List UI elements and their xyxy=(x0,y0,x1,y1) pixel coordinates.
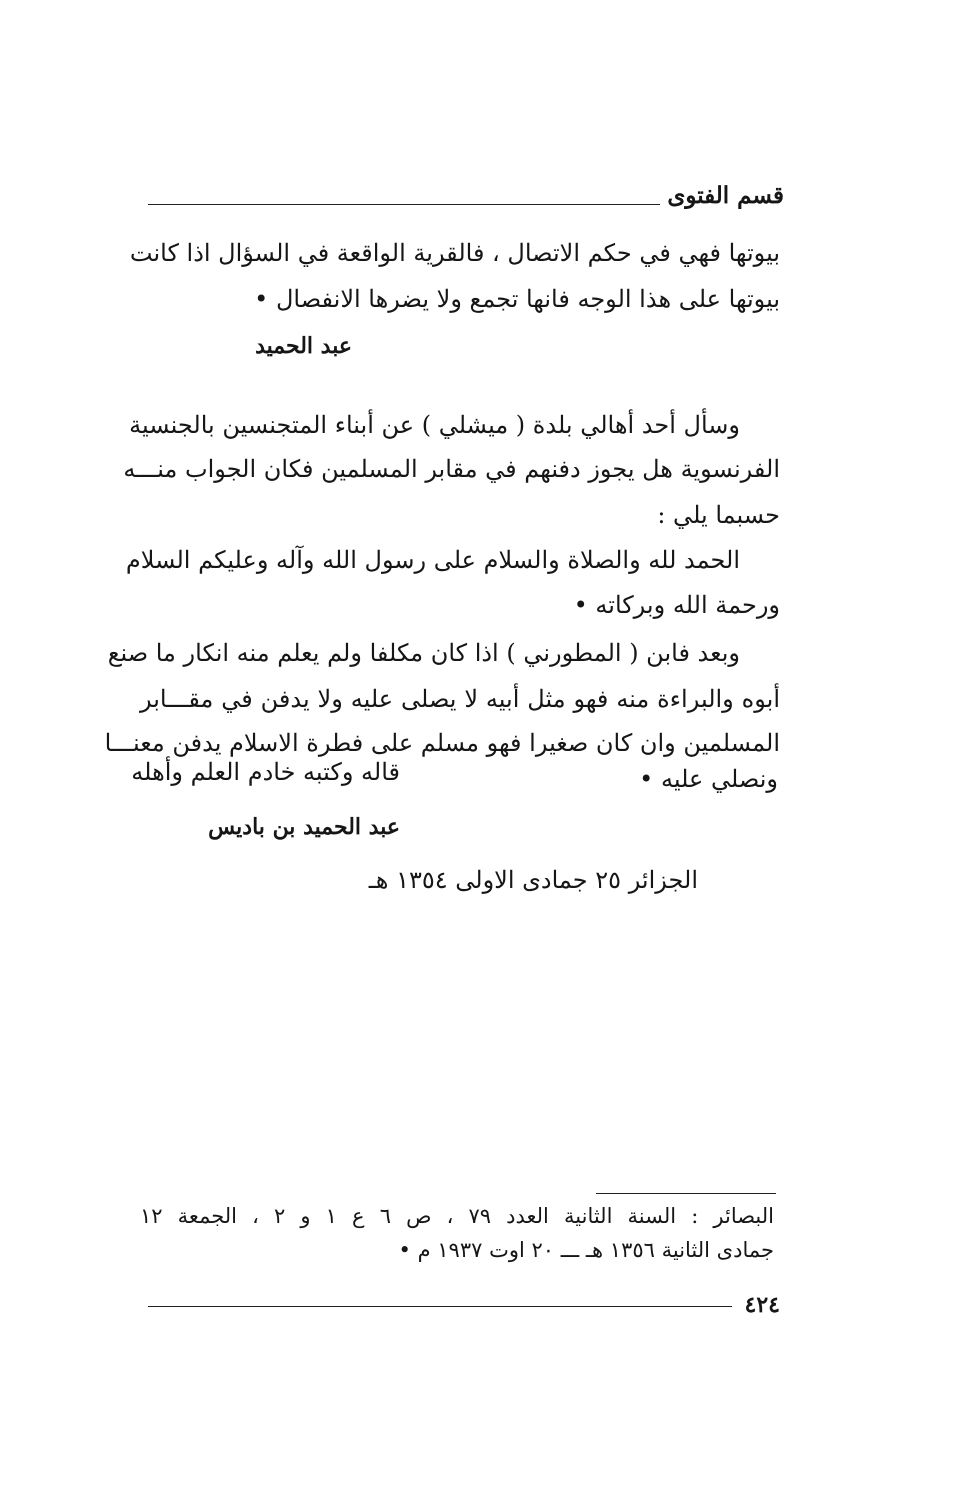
greeting-line: الحمد لله والصلاة والسلام على رسول الله وآله وعليكم السلام xyxy=(125,546,740,574)
footer-rule xyxy=(148,1306,732,1307)
answer-line: وبعد فابن ( المطورني ) اذا كان مكلفا ولم يعلم منه انكار ما صنع xyxy=(107,639,740,667)
question-line: الفرنسوية هل يجوز دفنهم في مقابر المسلمين فكان الجواب منـــه xyxy=(123,455,780,483)
answer-line: المسلمين وان كان صغيرا فهو مسلم على فطرة الاسلام يدفن معنـــا xyxy=(104,729,780,757)
answer-line: أبوه والبراءة منه فهو مثل أبيه لا يصلى عليه ولا يدفن في مقـــابر xyxy=(140,685,780,713)
page-number: ٤٢٤ xyxy=(744,1292,780,1318)
footnote-line: جمادى الثانية ١٣٥٦ هـ ـــ ٢٠ اوت ١٩٣٧ م • xyxy=(398,1238,774,1262)
closing-attribution: قاله وكتبه خادم العلم وأهله xyxy=(131,758,400,786)
signature: عبد الحميد xyxy=(255,333,352,359)
question-line: حسبما يلي : xyxy=(657,501,780,529)
text-line: بيوتها فهي في حكم الاتصال ، فالقرية الواقعة في السؤال اذا كانت xyxy=(129,239,780,267)
text-line: بيوتها على هذا الوجه فانها تجمع ولا يضرها الانفصال • xyxy=(254,285,780,313)
greeting-line: ورحمة الله وبركاته • xyxy=(573,591,780,619)
footnote-line: البصائر : السنة الثانية العدد ٧٩ ، ص ٦ ع ١ و ٢ ، الجمعة ١٢ xyxy=(140,1204,774,1228)
place-date: الجزائر ٢٥ جمادى الاولى ١٣٥٤ هـ xyxy=(368,866,698,894)
section-title: قسم الفتوى xyxy=(667,182,784,209)
footnote-rule xyxy=(596,1193,776,1194)
question-line: وسأل أحد أهالي بلدة ( ميشلي ) عن أبناء المتجنسين بالجنسية xyxy=(129,411,740,439)
header-rule xyxy=(148,204,660,205)
closing-text: ونصلي عليه • xyxy=(639,765,778,793)
signature: عبد الحميد بن باديس xyxy=(208,814,400,840)
